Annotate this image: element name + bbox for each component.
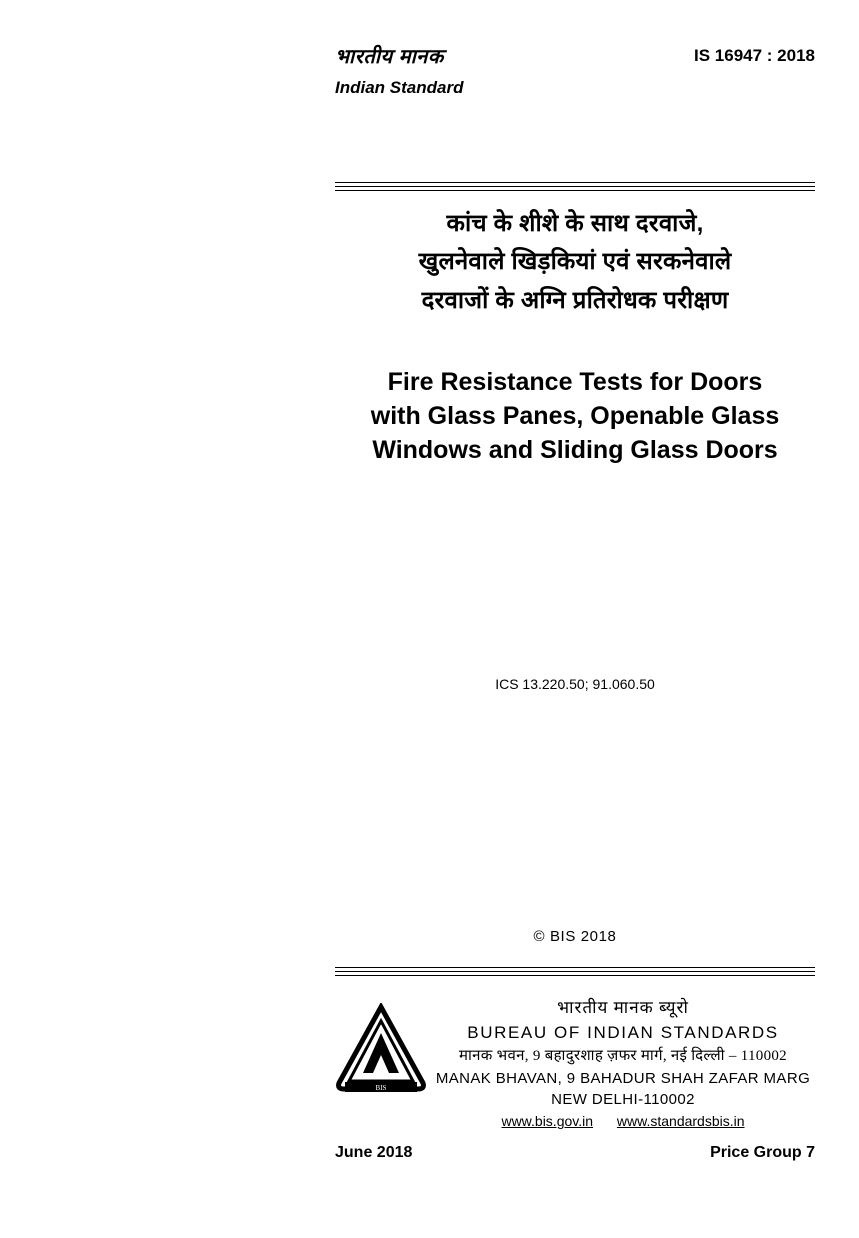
rule-line	[335, 975, 815, 976]
indian-standard-label: Indian Standard	[335, 78, 464, 97]
ics-code: ICS 13.220.50; 91.060.50	[495, 676, 655, 692]
standards-portal-link[interactable]: www.standardsbis.in	[616, 1113, 745, 1130]
publisher-links	[431, 1113, 815, 1129]
standard-number: IS 16947 : 2018	[694, 46, 815, 65]
title-hindi-line-2: खुलनेवाले खिड़कियां एवं सरकनेवाले	[418, 248, 732, 276]
publisher-name-hindi: भारतीय मानक ब्यूरो	[557, 998, 689, 1017]
rule-line	[335, 971, 815, 972]
publisher-block	[335, 995, 815, 1129]
title-block	[300, 205, 850, 467]
footer-row	[335, 1144, 815, 1162]
bis-website-link[interactable]: www.bis.gov.in	[501, 1113, 594, 1130]
publisher-address-english: MANAK BHAVAN, 9 BAHADUR SHAH ZAFAR MARG	[435, 1069, 811, 1087]
top-rule-group	[335, 182, 815, 194]
publisher-text	[431, 995, 815, 1129]
document-header	[335, 44, 815, 100]
publisher-address-hindi: मानक भवन, 9 बहादुरशाह ज़फर मार्ग, नई दिल्ली – 110002	[459, 1048, 787, 1065]
rule-line	[335, 186, 815, 187]
title-english-line-2: with Glass Panes, Openable Glass	[370, 401, 780, 430]
publisher-name-english: BUREAU OF INDIAN STANDARDS	[467, 1022, 779, 1042]
svg-text:BIS: BIS	[375, 1084, 387, 1092]
price-group: Price Group 7	[710, 1144, 815, 1161]
publication-date: June 2018	[335, 1144, 413, 1161]
title-english-line-3: Windows and Sliding Glass Doors	[372, 435, 778, 464]
copyright-notice: © BIS 2018	[533, 928, 617, 945]
title-hindi-line-3: दरवाजों के अग्नि प्रतिरोधक परीक्षण	[421, 286, 729, 314]
title-hindi	[300, 205, 850, 320]
rule-line	[335, 182, 815, 183]
title-english-line-1: Fire Resistance Tests for Doors	[387, 368, 763, 397]
rule-line	[335, 190, 815, 191]
title-english	[300, 366, 850, 467]
rule-line	[335, 967, 815, 968]
hindi-standard-mark: भारतीय मानक	[335, 46, 444, 68]
title-hindi-line-1: कांच के शीशे के साथ दरवाजे,	[446, 210, 704, 237]
bottom-rule-group	[335, 967, 815, 979]
publisher-address-english-line2: NEW DELHI-110002	[551, 1091, 695, 1109]
header-left	[335, 44, 463, 100]
bis-logo-icon	[335, 1003, 427, 1095]
